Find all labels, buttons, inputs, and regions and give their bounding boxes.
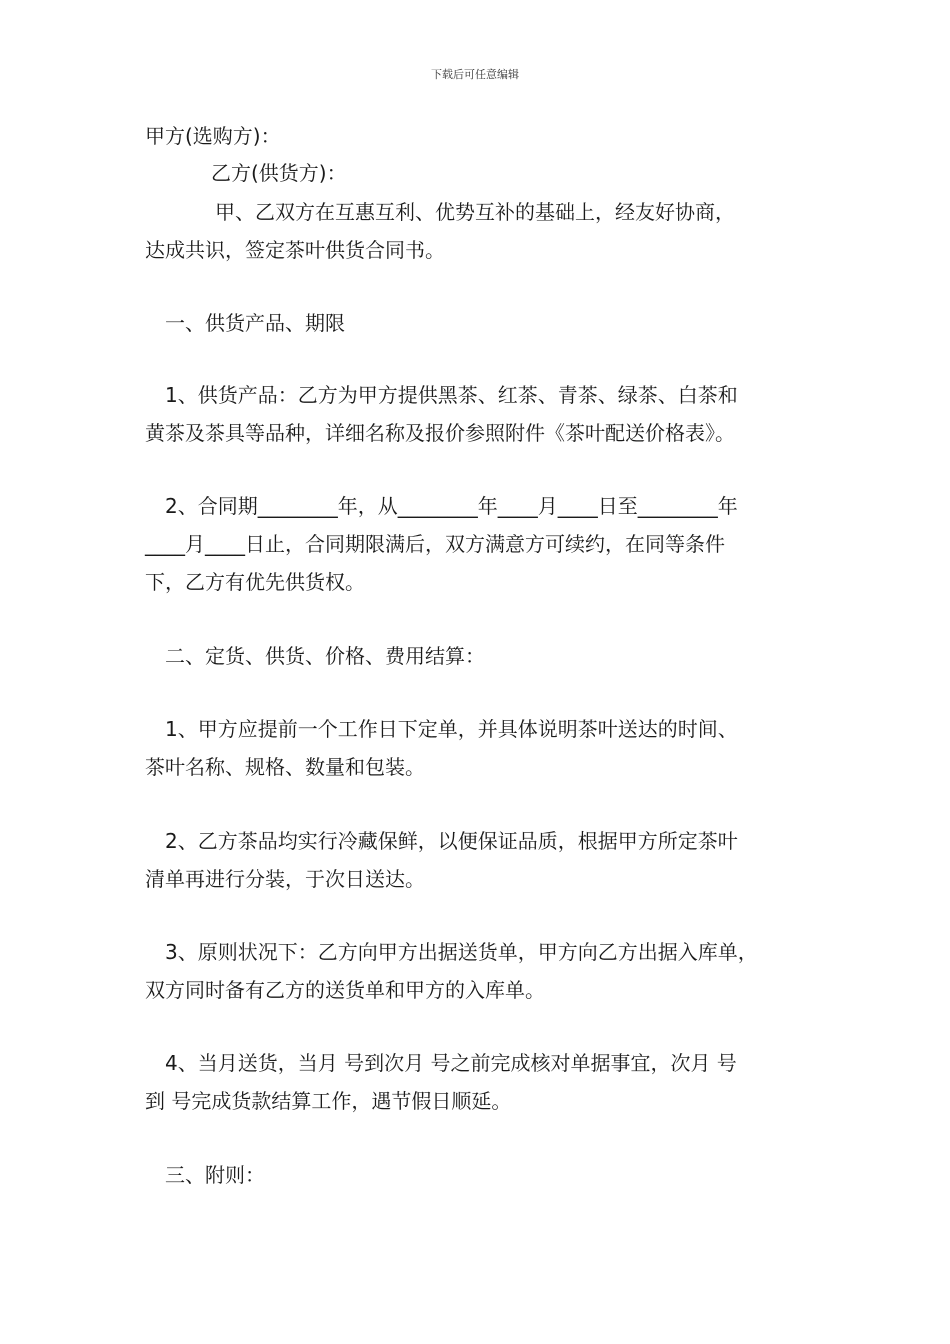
section-3-title: 三、附则： (165, 1163, 265, 1187)
s1-clause-2-line-1: 2、合同期________年，从________年____月____日至________年 (165, 494, 738, 518)
s2-clause-4-line-1: 4、当月送货，当月 号到次月 号之前完成核对单据事宜，次月 号 (165, 1051, 737, 1075)
s1-clause-2-line-3: 下，乙方有优先供货权。 (145, 570, 365, 594)
s1-clause-1-line-2: 黄茶及茶具等品种，详细名称及报价参照附件《茶叶配送价格表》。 (145, 421, 735, 445)
s2-clause-4-line-2: 到 号完成货款结算工作，遇节假日顺延。 (145, 1089, 512, 1113)
intro-line-2: 达成共识，签定茶叶供货合同书。 (145, 238, 445, 262)
s1-clause-1-line-1: 1、供货产品：乙方为甲方提供黑茶、红茶、青茶、绿茶、白茶和 (165, 383, 738, 407)
page-header-note: 下载后可任意编辑 (431, 68, 519, 81)
s1-clause-2-line-2: ____月____日止，合同期限满后，双方满意方可续约，在同等条件 (145, 532, 725, 556)
s2-clause-3-line-1: 3、原则状况下：乙方向甲方出据送货单，甲方向乙方出据入库单， (165, 940, 758, 964)
section-1-title: 一、供货产品、期限 (165, 311, 345, 335)
party-a-line: 甲方(选购方)： (145, 124, 281, 148)
s2-clause-2-line-1: 2、乙方茶品均实行冷藏保鲜，以便保证品质，根据甲方所定茶叶 (165, 829, 738, 853)
s2-clause-2-line-2: 清单再进行分装，于次日送达。 (145, 867, 425, 891)
s2-clause-1-line-1: 1、甲方应提前一个工作日下定单，并具体说明茶叶送达的时间、 (165, 717, 738, 741)
intro-line-1: 甲、乙双方在互惠互利、优势互补的基础上，经友好协商， (215, 200, 735, 224)
party-b-line: 乙方(供货方)： (211, 161, 347, 185)
s2-clause-1-line-2: 茶叶名称、规格、数量和包装。 (145, 755, 425, 779)
section-2-title: 二、定货、供货、价格、费用结算： (165, 644, 485, 668)
s2-clause-3-line-2: 双方同时备有乙方的送货单和甲方的入库单。 (145, 978, 545, 1002)
